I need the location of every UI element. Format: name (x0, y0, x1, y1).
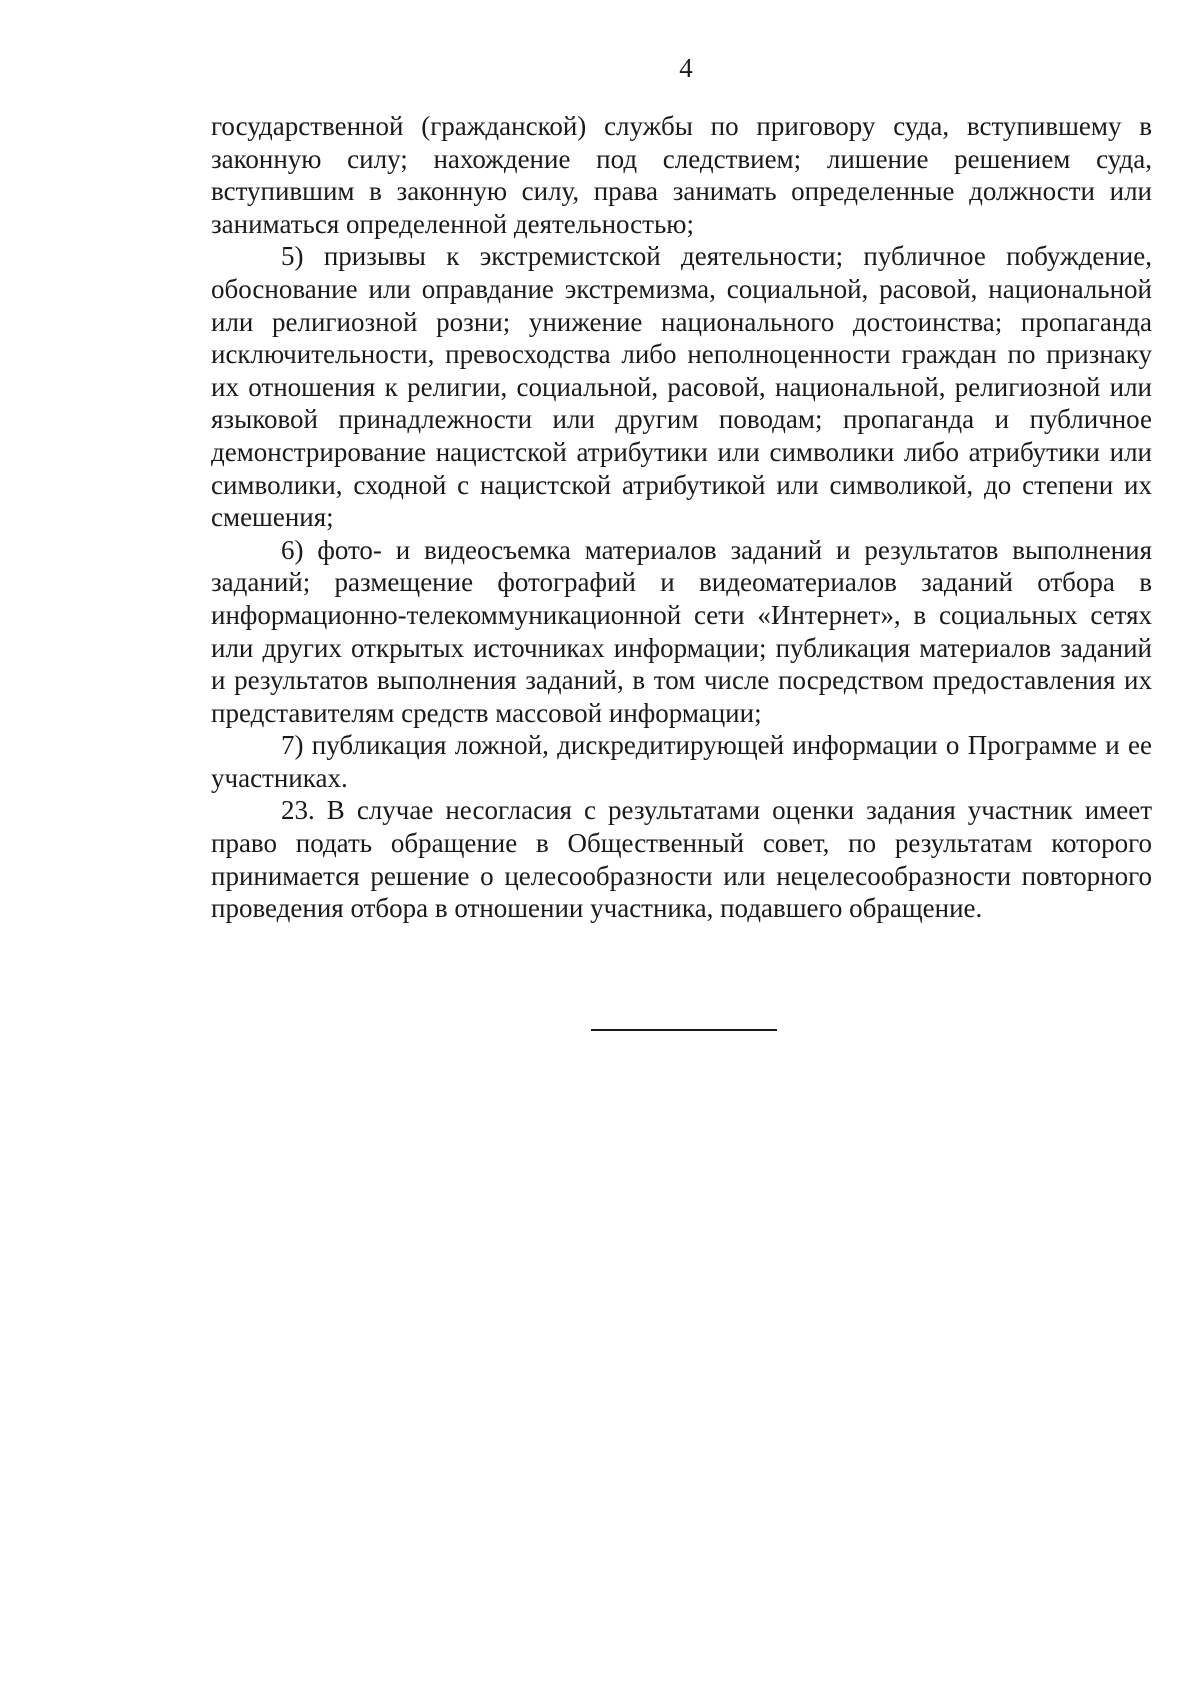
document-body (211, 110, 1152, 925)
paragraph-continuation: государственной (гражданской) службы по приговору суда, вступившему в законную силу; нахождение под следствием; лишение решением суда, вступившим в законную силу, права занимать определенные должности или заниматься определенной деятельностью; (211, 111, 1152, 239)
end-of-document-rule (591, 1029, 777, 1031)
paragraph-item-6: 6) фото- и видеосъемка материалов заданий и результатов выполнения заданий; размещение фотографий и видеоматериалов заданий отбора в информационно-телекоммуникационной сети «Интернет», в социальных сетях или других открытых источниках информации; публикация материалов заданий и результатов выполнения заданий, в том числе посредством предоставления их представителям средств массовой информации; (211, 534, 1152, 728)
paragraph-item-7: 7) публикация ложной, дискредитирующей информации о Программе и ее участниках. (211, 730, 1152, 793)
paragraph-item-5: 5) призывы к экстремистской деятельности; публичное побуждение, обоснование или оправдание экстремизма, социальной, расовой, национальной или религиозной розни; унижение национального достоинства; пропаганда исключительности, превосходства либо неполноценности граждан по признаку их отношения к религии, социальной, расовой, национальной, религиозной или языковой принадлежности или другим поводам; пропаганда и публичное демонстрирование нацистской атрибутики или символики либо атрибутики или символики, сходной с нацистской атрибутикой или символикой, до степени их смешения; (211, 241, 1152, 533)
page-number: 4 (679, 53, 693, 83)
paragraph-clause-23: 23. В случае несогласия с результатами оценки задания участник имеет право подать обращение в Общественный совет, по результатам которого принимается решение о целесообразности или нецелесообразности повторного проведения отбора в отношении участника, подавшего обращение. (211, 795, 1152, 924)
